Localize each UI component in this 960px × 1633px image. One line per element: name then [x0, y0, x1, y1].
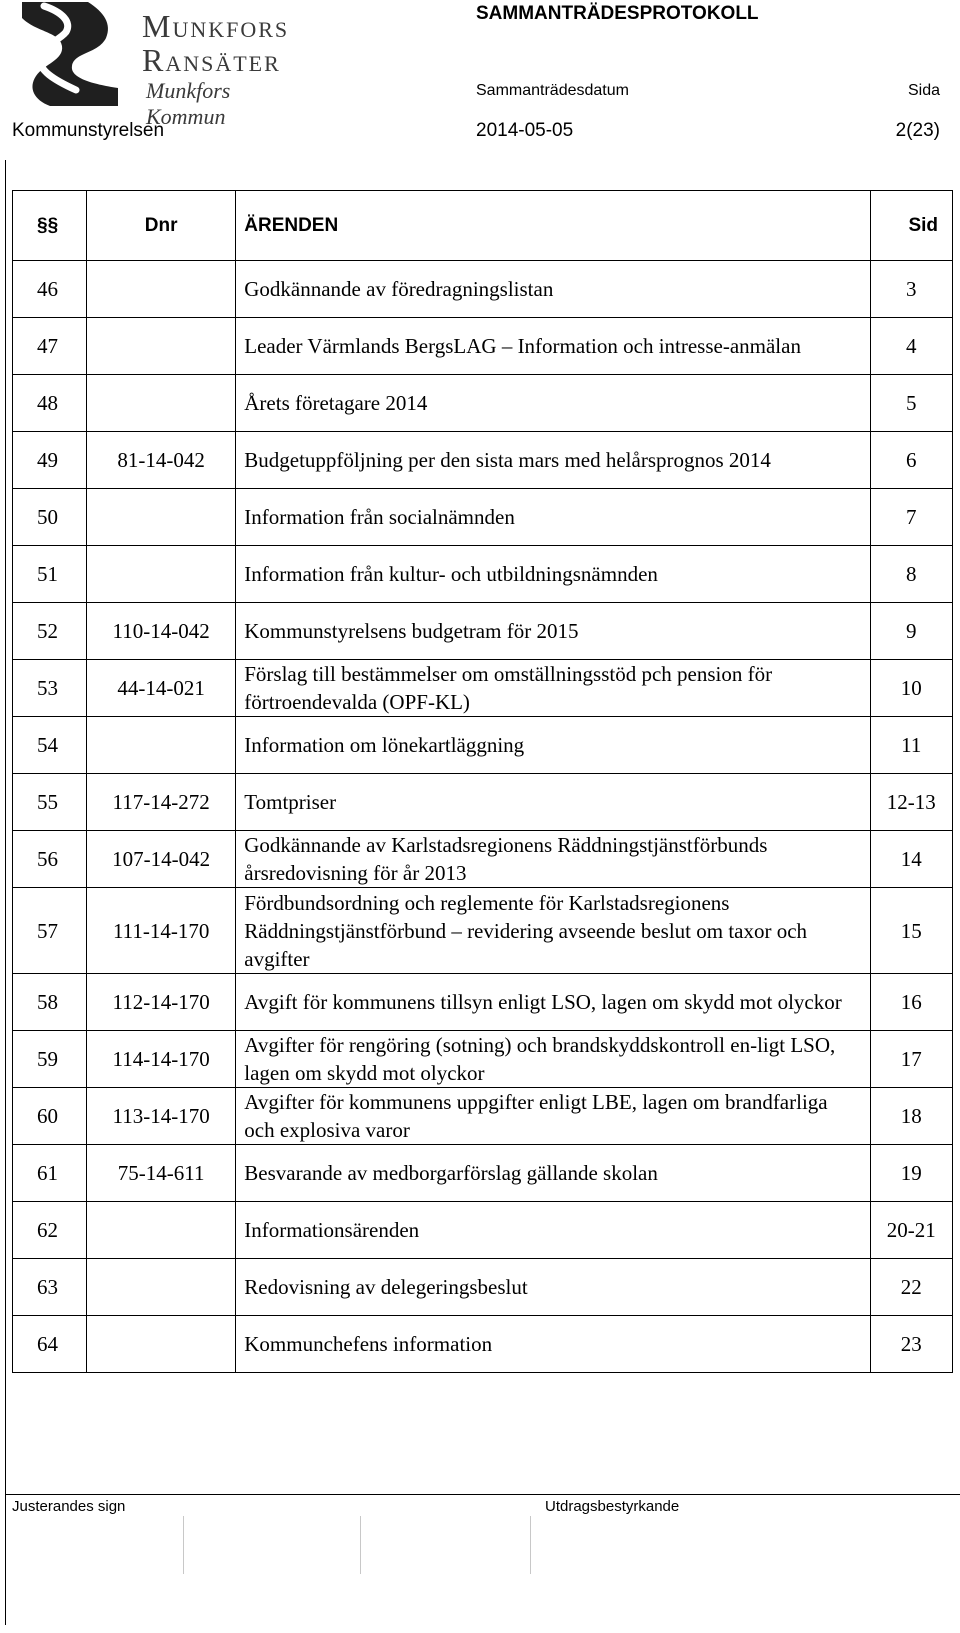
column-header-paragraph: §§ [13, 191, 87, 261]
table-row [13, 1202, 953, 1259]
table-row [13, 774, 953, 831]
table-row [13, 1316, 953, 1373]
column-header-page: Sid [870, 191, 952, 261]
footer-rule [5, 1494, 960, 1495]
row-paragraph-number: 55 [13, 774, 87, 831]
meeting-date-label: Sammanträdesdatum [476, 82, 629, 99]
row-dnr: 111-14-170 [87, 888, 236, 974]
row-dnr: 113-14-170 [87, 1088, 236, 1145]
row-title: Avgifter för kommunens uppgifter enligt LBE, lagen om brandfarliga och explosiva varor [236, 1088, 870, 1145]
row-page: 11 [870, 717, 952, 774]
river-emblem-icon [14, 2, 134, 110]
row-dnr [87, 375, 236, 432]
row-page: 8 [870, 546, 952, 603]
row-paragraph-number: 64 [13, 1316, 87, 1373]
table-row [13, 375, 953, 432]
row-paragraph-number: 54 [13, 717, 87, 774]
left-margin-rule [5, 160, 6, 1625]
row-title: Budgetuppföljning per den sista mars med helårsprognos 2014 [236, 432, 870, 489]
row-page: 20-21 [870, 1202, 952, 1259]
row-dnr: 114-14-170 [87, 1031, 236, 1088]
row-page: 15 [870, 888, 952, 974]
row-dnr [87, 717, 236, 774]
row-page: 7 [870, 489, 952, 546]
row-title: Avgifter för rengöring (sotning) och brandskyddskontroll en-ligt LSO, lagen om skydd mot olyckor [236, 1031, 870, 1088]
row-dnr: 110-14-042 [87, 603, 236, 660]
row-paragraph-number: 51 [13, 546, 87, 603]
table-row [13, 831, 953, 888]
row-page: 18 [870, 1088, 952, 1145]
table-row [13, 261, 953, 318]
document-title: SAMMANTRÄDESPROTOKOLL [476, 3, 759, 24]
table-row [13, 888, 953, 974]
table-header-row [13, 191, 953, 261]
signature-box-divider [530, 1516, 531, 1574]
row-dnr: 112-14-170 [87, 974, 236, 1031]
row-title: Information om lönekartläggning [236, 717, 870, 774]
row-title: Årets företagare 2014 [236, 375, 870, 432]
table-row [13, 318, 953, 375]
row-dnr: 81-14-042 [87, 432, 236, 489]
row-title: Godkännande av föredragningslistan [236, 261, 870, 318]
table-row [13, 432, 953, 489]
row-dnr: 117-14-272 [87, 774, 236, 831]
row-dnr: 44-14-021 [87, 660, 236, 717]
row-page: 6 [870, 432, 952, 489]
row-paragraph-number: 48 [13, 375, 87, 432]
table-row [13, 1088, 953, 1145]
row-paragraph-number: 56 [13, 831, 87, 888]
logo-text-kommun: Munkfors Kommun [146, 78, 231, 129]
row-title: Fördbundsordning och reglemente för Karlstadsregionens Räddningstjänstförbund – revidering avseende beslut om taxor och avgifter [236, 888, 870, 974]
row-dnr [87, 1259, 236, 1316]
row-title: Avgift för kommunens tillsyn enligt LSO, lagen om skydd mot olyckor [236, 974, 870, 1031]
row-dnr [87, 546, 236, 603]
committee-name: Kommunstyrelsen [12, 120, 165, 141]
column-header-matters: ÄRENDEN [236, 191, 870, 261]
row-title: Kommunstyrelsens budgetram för 2015 [236, 603, 870, 660]
row-page: 10 [870, 660, 952, 717]
row-title: Information från kultur- och utbildningsnämnden [236, 546, 870, 603]
meeting-date: 2014-05-05 [476, 120, 574, 141]
table-row [13, 1259, 953, 1316]
table-row [13, 660, 953, 717]
row-dnr [87, 1316, 236, 1373]
row-title: Kommunchefens information [236, 1316, 870, 1373]
row-paragraph-number: 58 [13, 974, 87, 1031]
row-title: Tomtpriser [236, 774, 870, 831]
row-paragraph-number: 46 [13, 261, 87, 318]
row-title: Godkännande av Karlstadsregionens Räddningstjänstförbunds årsredovisning för år 2013 [236, 831, 870, 888]
row-title: Informationsärenden [236, 1202, 870, 1259]
logo-text-munkfors: Munkfors [142, 8, 290, 44]
row-paragraph-number: 61 [13, 1145, 87, 1202]
row-page: 22 [870, 1259, 952, 1316]
row-dnr: 107-14-042 [87, 831, 236, 888]
row-paragraph-number: 50 [13, 489, 87, 546]
row-page: 4 [870, 318, 952, 375]
page-number: 2(23) [895, 120, 940, 141]
municipality-logo [14, 2, 314, 129]
row-title: Leader Värmlands BergsLAG – Information och intresse-anmälan [236, 318, 870, 375]
logo-text-ransater: Ransäter [142, 42, 281, 78]
row-page: 3 [870, 261, 952, 318]
row-title: Förslag till bestämmelser om omställningsstöd pch pension för förtroendevalda (OPF-KL) [236, 660, 870, 717]
table-row [13, 489, 953, 546]
row-paragraph-number: 63 [13, 1259, 87, 1316]
signature-box-divider [183, 1516, 184, 1574]
row-title: Information från socialnämnden [236, 489, 870, 546]
row-page: 19 [870, 1145, 952, 1202]
row-paragraph-number: 53 [13, 660, 87, 717]
table-row [13, 603, 953, 660]
row-dnr [87, 318, 236, 375]
table-row [13, 546, 953, 603]
row-title: Redovisning av delegeringsbeslut [236, 1259, 870, 1316]
table-row [13, 974, 953, 1031]
table-row [13, 1145, 953, 1202]
row-page: 16 [870, 974, 952, 1031]
extract-certification-label: Utdragsbestyrkande [545, 1498, 680, 1515]
row-dnr [87, 1202, 236, 1259]
row-dnr [87, 261, 236, 318]
page-label: Sida [907, 82, 940, 99]
row-page: 14 [870, 831, 952, 888]
row-paragraph-number: 59 [13, 1031, 87, 1088]
row-dnr [87, 489, 236, 546]
row-page: 12-13 [870, 774, 952, 831]
adjuster-signature-label: Justerandes sign [12, 1498, 126, 1515]
row-title: Besvarande av medborgarförslag gällande skolan [236, 1145, 870, 1202]
row-page: 17 [870, 1031, 952, 1088]
row-paragraph-number: 49 [13, 432, 87, 489]
row-paragraph-number: 60 [13, 1088, 87, 1145]
row-page: 5 [870, 375, 952, 432]
row-page: 9 [870, 603, 952, 660]
agenda-table [12, 190, 953, 1373]
row-paragraph-number: 52 [13, 603, 87, 660]
row-paragraph-number: 62 [13, 1202, 87, 1259]
row-paragraph-number: 57 [13, 888, 87, 974]
row-page: 23 [870, 1316, 952, 1373]
table-row [13, 717, 953, 774]
column-header-dnr: Dnr [87, 191, 236, 261]
table-row [13, 1031, 953, 1088]
row-dnr: 75-14-611 [87, 1145, 236, 1202]
row-paragraph-number: 47 [13, 318, 87, 375]
signature-box-divider [360, 1516, 361, 1574]
